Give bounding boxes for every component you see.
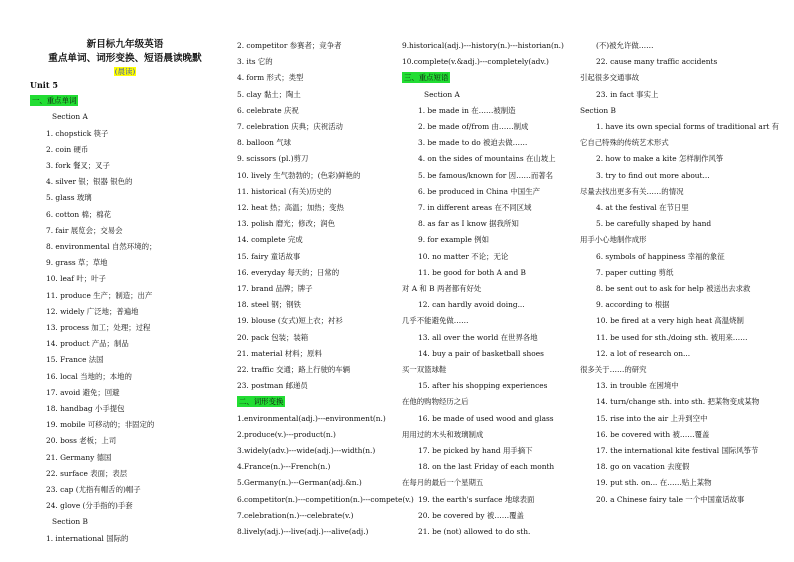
list-item: 11. historical (有关)历史的 (237, 186, 332, 196)
list-item: 在他的购物经历之后 (402, 397, 469, 407)
list-item: 3. be made to do 被迫去做…… (418, 138, 528, 148)
section-heading: 二、词形变换 (239, 397, 284, 407)
list-item: 11. produce 生产；制造；出产 (46, 290, 153, 300)
list-item: 4.France(n.)---French(n.) (237, 462, 331, 472)
list-item: 17. the international kite festival 国际风筝节 (596, 446, 759, 456)
list-item: 4. silver 银；银器 银色的 (46, 177, 133, 187)
list-item: 14. complete 完成 (237, 235, 303, 245)
list-item: 20. be covered by 被……覆盖 (418, 510, 524, 520)
list-item: 引起很多交通事故 (580, 73, 640, 83)
list-item: 用手小心地制作成形 (580, 235, 647, 245)
list-item: 15. fairy 童话故事 (237, 251, 301, 261)
list-item: 19. mobile 可移动的；非固定的 (46, 420, 155, 430)
document-title: 新目标九年级英语 (86, 39, 164, 50)
list-item: Section B (580, 105, 616, 115)
list-item: 13. process 加工；处理；过程 (46, 323, 151, 333)
list-item: 5. clay 黏土；陶土 (237, 89, 301, 99)
list-item: 9. according to 根据 (596, 300, 670, 310)
list-item: 3. fork 餐叉；叉子 (46, 161, 110, 171)
list-item: 16. be made of used wood and glass (418, 413, 554, 423)
list-item: 7. celebration 庆典；庆祝活动 (237, 122, 343, 132)
list-item: 2. coin 硬币 (46, 144, 89, 154)
list-item: 13. in trouble 在困境中 (596, 381, 679, 391)
subsection-label: Section A (52, 112, 88, 122)
list-item: 8. be sent out to ask for help 被送出去求救 (596, 284, 751, 294)
column-1 (30, 38, 220, 547)
list-item: 11. be good for both A and B (418, 267, 526, 277)
section-heading: 三、重点短语 (404, 73, 449, 83)
list-item: 21. be (not) allowed to do sth. (418, 527, 531, 537)
list-item: 6. be produced in China 中国生产 (418, 186, 540, 196)
list-item: 5. be carefully shaped by hand (596, 219, 712, 229)
list-item: 18. steel 钢；钢铁 (237, 300, 301, 310)
list-item: 16. everyday 每天的；日常的 (237, 267, 340, 277)
list-item: 8. as far as I know 据我所知 (418, 219, 519, 229)
list-item: 1. chopstick 筷子 (46, 128, 109, 138)
list-item: 23. postman 邮递员 (237, 381, 308, 391)
list-item: 9. grass 草；草地 (46, 258, 108, 268)
list-item: 3. its 它的 (237, 57, 273, 67)
list-item: 用用过的木头和玻璃制成 (402, 429, 484, 439)
list-item: 18. go on vacation 去度假 (596, 462, 690, 472)
list-item: 6. cotton 棉；棉花 (46, 209, 112, 219)
column-3 (402, 38, 577, 540)
list-item: 5. glass 玻璃 (46, 193, 92, 203)
list-item: 1.environmental(adj.)---environment(n.) (237, 413, 386, 423)
list-item: 7. in different areas 在不同区域 (418, 203, 532, 213)
list-item: 6.competitor(n.)---competition(n.)---compete(v.) (237, 494, 414, 504)
column-3-list (402, 38, 577, 540)
list-item: 18. handbag 小手提包 (46, 404, 125, 414)
list-item: 7. paper cutting 剪纸 (596, 267, 674, 277)
list-item: 3.widely(adv.)---wide(adj.)---width(n.) (237, 446, 376, 456)
list-item: 11. be used for sth./doing sth. 被用来…… (596, 332, 748, 342)
list-item: 5. be famous/known for 因……而著名 (418, 170, 554, 180)
list-item: (不)被允许做…… (596, 41, 654, 50)
list-item: 4. on the sides of mountains 在山坡上 (418, 154, 556, 164)
column-4-list (580, 38, 780, 508)
list-item: 23. in fact 事实上 (596, 89, 659, 99)
list-item: 8. environmental 自然环境的； (46, 242, 157, 252)
list-item: 21. material 材料；原料 (237, 348, 322, 358)
list-item: 19. put sth. on... 在……贴上某物 (596, 478, 712, 488)
subsection-label: Section A (424, 89, 460, 99)
list-item: 10. no matter 不论；无论 (418, 251, 509, 261)
list-item: 12. widely 广泛地；普遍地 (46, 306, 139, 316)
list-item: 24. glove (分手指的)手套 (46, 501, 133, 511)
list-item: 4. at the festival 在节日里 (596, 203, 689, 213)
list-item: 19. the earth's surface 地球表面 (418, 494, 535, 504)
column-4 (580, 38, 780, 508)
list-item: 16. local 当地的；本地的 (46, 371, 132, 381)
list-item: 8. balloon 气球 (237, 138, 292, 148)
list-item: 3. try to find out more about... (596, 170, 710, 180)
list-item: 22. traffic 交通；路上行驶的车辆 (237, 365, 351, 375)
list-item: 14. product 产品；制品 (46, 339, 129, 349)
list-item: 20. pack 包装；装箱 (237, 332, 309, 342)
list-item: 21. Germany 德国 (46, 452, 112, 462)
list-item: 8.lively(adj.)---live(adj.)---alive(adj.) (237, 527, 369, 537)
column-2-list (237, 38, 414, 540)
list-item: 14. buy a pair of basketball shoes (418, 348, 544, 358)
list-item: 15. France 法国 (46, 355, 104, 365)
list-item: 17. brand 品牌；牌子 (237, 284, 313, 294)
list-item: 10. leaf 叶；叶子 (46, 274, 106, 284)
list-item: 5.Germany(n.)---German(adj.&n.) (237, 478, 362, 488)
list-item: 在每月的最后一个星期五 (402, 478, 484, 488)
list-item: 15. after his shopping experiences (418, 381, 548, 391)
list-item: 它自己特殊的传统艺术形式 (580, 138, 669, 148)
list-item: 20. a Chinese fairy tale 一个中国童话故事 (596, 494, 745, 504)
list-item: 4. form 形式；类型 (237, 73, 304, 83)
list-item: 很多关于……的研究 (580, 365, 647, 375)
morning-reading-tag: (晨读) (114, 67, 136, 76)
document-subtitle: 重点单词、词形变换、短语晨读晚默 (48, 53, 202, 64)
subsection-label: Section B (52, 517, 88, 527)
list-item: 12. can hardly avoid doing... (418, 300, 525, 310)
section-heading: 一、重点单词 (32, 96, 77, 106)
list-item: 9. scissors (pl.)剪刀 (237, 154, 309, 164)
list-item: 12. heat 热；高温；加热；变热 (237, 203, 344, 213)
list-item: 1. be made in 在……被制造 (418, 105, 516, 115)
list-item: 1. have its own special forms of traditional art 有 (596, 122, 780, 132)
list-item: 12. a lot of research on... (596, 348, 691, 358)
list-item: 7. fair 展览会；交易会 (46, 225, 123, 235)
list-item: 9.historical(adj.)---history(n.)---historian(n.) (402, 41, 564, 50)
list-item: 尽量去找出更多有关……的情况 (580, 186, 684, 196)
list-item: 17. avoid 避免；回避 (46, 387, 120, 397)
list-item: 2. be made of/from 由……制成 (418, 122, 529, 132)
list-item: 22. surface 表面；表层 (46, 468, 128, 478)
unit-heading: Unit 5 (30, 80, 58, 90)
list-item: 14. turn/change sth. into sth. 把某物变成某物 (596, 397, 760, 407)
list-item: 23. cap (尤指有帽舌的)帽子 (46, 485, 141, 495)
list-item: 18. on the last Friday of each month (418, 462, 555, 472)
list-item: 买一双篮球鞋 (402, 365, 447, 375)
list-item: 2.produce(v.)---product(n.) (237, 429, 336, 439)
list-item: 几乎不能避免做…… (402, 316, 469, 326)
list-item: 10. lively 生气勃勃的；(色彩)鲜艳的 (237, 170, 361, 180)
column-2 (237, 38, 414, 540)
list-item: 13. polish 磨光；修改；润色 (237, 219, 336, 229)
list-item: 7.celebration(n.)---celebrate(v.) (237, 510, 354, 520)
list-item: 2. how to make a kite 怎样制作风筝 (596, 154, 724, 164)
list-item: 15. rise into the air 上升到空中 (596, 413, 708, 423)
list-item: 17. be picked by hand 用手摘下 (418, 446, 533, 456)
list-item: 2. competitor 参赛者；竞争者 (237, 41, 342, 50)
column-1-list (30, 93, 220, 547)
list-item: 对 A 和 B 两者都有好处 (402, 284, 482, 294)
list-item: 1. international 国际的 (46, 533, 129, 543)
list-item: 20. boss 老板；上司 (46, 436, 117, 446)
list-item: 9. for example 例如 (418, 235, 490, 245)
list-item: 6. celebrate 庆祝 (237, 105, 299, 115)
list-item: 19. blouse (女式)短上衣；衬衫 (237, 316, 343, 326)
list-item: 13. all over the world 在世界各地 (418, 332, 538, 342)
list-item: 10.complete(v.&adj.)---completely(adv.) (402, 57, 549, 67)
list-item: 10. be fired at a very high heat 高温烧制 (596, 316, 744, 326)
list-item: 6. symbols of happiness 幸福的象征 (596, 251, 725, 261)
list-item: 16. be covered with 被……覆盖 (596, 429, 710, 439)
list-item: 22. cause many traffic accidents (596, 57, 718, 67)
